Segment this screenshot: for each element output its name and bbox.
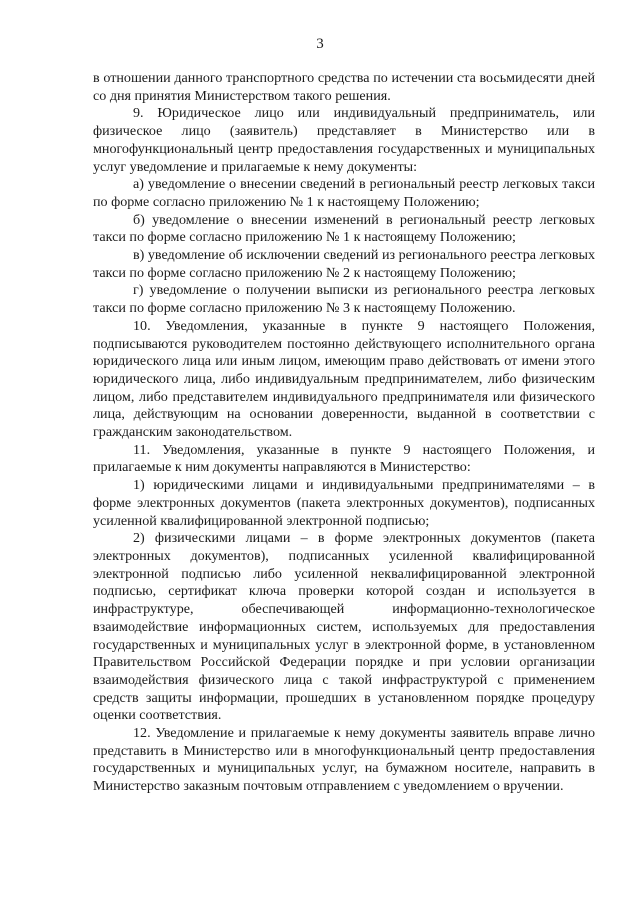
paragraph-subitem-1: 1) юридическими лицами и индивидуальными предпринимателями – в форме электронных документов (пакета электронных документов), подписанных усиленной квалифицированной электронной подписью;: [93, 477, 595, 529]
paragraph-item-9: 9. Юридическое лицо или индивидуальный предприниматель, или физическое лицо (заявитель) представляет в Министерство или в многофункциональный центр предоставления государственных и муниципальных услуг уведомление и прилагаемые к нему документы:: [93, 105, 595, 175]
paragraph-item-11: 11. Уведомления, указанные в пункте 9 настоящего Положения, и прилагаемые к ним документы направляются в Министерство:: [93, 441, 595, 476]
paragraph-subitem-v: в) уведомление об исключении сведений из регионального реестра легковых такси по форме согласно приложению № 2 к настоящему Положению;: [93, 247, 595, 281]
paragraph-item-10: 10. Уведомления, указанные в пункте 9 настоящего Положения, подписываются руководителем постоянно действующего исполнительного органа юридического лица или иным лицом, имеющим право действовать от имени этого юридического лица, либо индивидуальным предпринимателем, либо физическим лицом, либо представителем индивидуального предпринимателя или физического лица, действующим на основании доверенности, выданной в соответствии с гражданским законодательством.: [93, 317, 595, 441]
paragraph-item-12: 12. Уведомление и прилагаемые к нему документы заявитель вправе лично представить в Министерство или в многофункциональный центр предоставления государственных и муниципальных услуг, на бумажном носителе, направить в Министерство заказным почтовым отправлением с уведомлением о вручении.: [93, 725, 595, 795]
page-number: 3: [316, 36, 324, 52]
paragraph-subitem-2: 2) физическими лицами – в форме электронных документов (пакета электронных документов), подписанных усиленной квалифицированной электронной подписью либо усиленной неквалифицированной электронной подписью, сертификат ключа проверки которой создан и используется в инфраструктуре, обеспечивающей информационно-технологическое взаимодействие информационных систем, используемых для предоставления государственных и муниципальных услуг в электронной форме, в установленном Правительством Российской Федерации порядке и при условии организации взаимодействия физического лица с такой инфраструктурой с применением средств защиты информации, прошедших в установленном порядке процедуру оценки соответствия.: [93, 530, 595, 724]
paragraph-subitem-b: б) уведомление о внесении изменений в региональный реестр легковых такси по форме согласно приложению № 1 к настоящему Положению;: [93, 211, 595, 246]
paragraph-subitem-a: а) уведомление о внесении сведений в региональный реестр легковых такси по форме согласно приложению № 1 к настоящему Положению;: [93, 176, 595, 210]
paragraph-subitem-g: г) уведомление о получении выписки из регионального реестра легковых такси по форме согласно приложению № 3 к настоящему Положению.: [93, 282, 595, 317]
document-body: [93, 70, 595, 796]
paragraph-continuation: в отношении данного транспортного средства по истечении ста восьмидесяти дней со дня принятия Министерством такого решения.: [93, 70, 595, 104]
